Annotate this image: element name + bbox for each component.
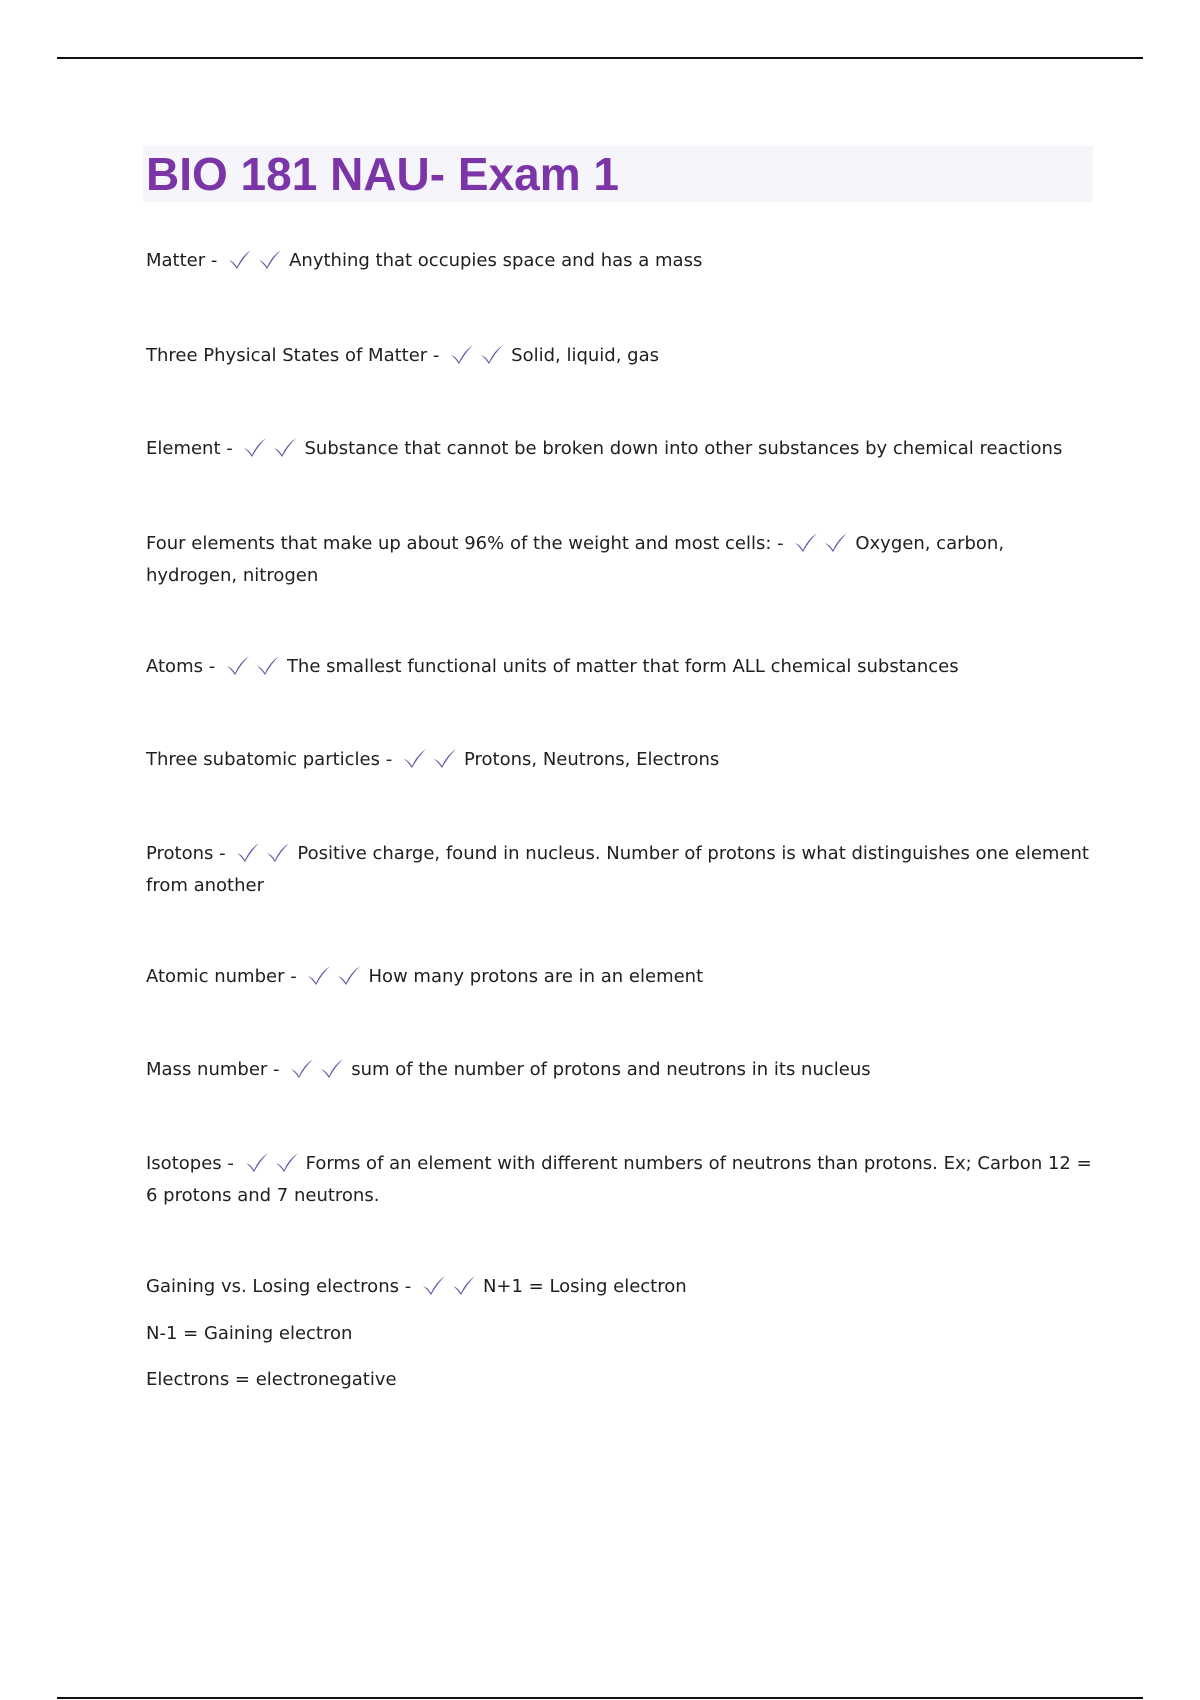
check-mark-icon [244,1151,270,1173]
flashcard-entry [146,653,1096,685]
check-mark-icon [421,1274,447,1296]
flashcard-entry [146,963,1096,995]
footer-rule [57,1697,1143,1699]
check-mark-icon [432,747,458,769]
check-mark-icon [289,1057,315,1079]
flashcard-entry [146,1273,1096,1305]
check-marks [306,964,366,995]
check-marks [227,248,287,279]
entry-separator: - [202,656,221,677]
entry-separator: - [771,533,790,554]
check-mark-icon [225,654,251,676]
flashcard-entry [146,247,1096,279]
entry-term: Three Physical States of Matter [146,345,428,366]
check-mark-icon [451,1274,477,1296]
entry-term: Protons [146,843,214,864]
entry-term: Matter [146,250,206,271]
entry-separator: - [380,749,398,770]
check-mark-icon [336,964,362,986]
entry-term: Isotopes [146,1153,222,1174]
document-title: BIO 181 NAU- Exam 1 [146,148,619,200]
flashcard-entry [146,1056,1096,1088]
entry-term: Three subatomic particles [146,749,381,770]
entry-definition: Substance that cannot be broken down into other substances by chemical reactions [304,438,1063,459]
flashcard-entry [146,840,1096,900]
check-marks [402,747,462,778]
entry-term: Mass number [146,1059,268,1080]
check-marks [421,1274,481,1305]
check-marks [235,841,295,872]
entry-term: Element [146,438,221,459]
check-mark-icon [402,747,428,769]
check-mark-icon [242,436,268,458]
flashcard-entry [146,1150,1096,1210]
entry-separator: - [398,1276,417,1297]
entry-definition: Positive charge, found in nucleus. Number of protons is what distinguishes one element from another [146,843,1089,896]
flashcard-entry [146,435,1096,467]
check-mark-icon [227,248,253,270]
entry-separator: - [220,438,239,459]
entry-definition: N+1 = Losing electron [482,1276,687,1297]
entry-definition: Solid, liquid, gas [511,345,660,366]
check-marks [225,654,285,685]
entry-definition: sum of the number of protons and neutrons in its nucleus [351,1059,871,1080]
flashcard-entry [146,746,1096,778]
check-mark-icon [823,531,849,553]
entry-separator: - [427,345,446,366]
entry-definition: Anything that occupies space and has a mass [289,250,703,271]
check-mark-icon [265,841,291,863]
check-marks [244,1151,304,1182]
entry-definition: How many protons are in an element [368,966,704,987]
check-marks [793,531,853,562]
check-mark-icon [793,531,819,553]
check-mark-icon [272,436,298,458]
extra-line: Electrons = electronegative [146,1369,397,1390]
entry-separator: - [213,843,232,864]
check-mark-icon [479,343,505,365]
check-mark-icon [257,248,283,270]
entry-definition: Protons, Neutrons, Electrons [463,749,720,770]
header-rule [57,57,1143,59]
flashcard-entry [146,342,1096,374]
check-mark-icon [319,1057,345,1079]
entry-term: Atoms [146,656,203,677]
entry-term: Atomic number [146,966,285,987]
check-marks [242,436,302,467]
check-marks [449,343,509,374]
check-mark-icon [235,841,261,863]
extra-line: N-1 = Gaining electron [146,1323,353,1344]
entry-term: Four elements that make up about 96% of the weight and most cells: [146,533,772,554]
entry-separator: - [267,1059,286,1080]
entry-definition: Oxygen, carbon, hydrogen, nitrogen [146,533,1005,586]
entry-definition: Forms of an element with different numbers of neutrons than protons. Ex; Carbon 12 = 6 protons and 7 neutrons. [146,1153,1092,1206]
flashcard-entry [146,530,1096,590]
check-mark-icon [449,343,475,365]
entry-separator: - [221,1153,240,1174]
check-marks [289,1057,349,1088]
check-mark-icon [306,964,332,986]
check-mark-icon [255,654,281,676]
entry-definition: The smallest functional units of matter that form ALL chemical substances [286,656,959,677]
check-mark-icon [274,1151,300,1173]
entry-separator: - [205,250,224,271]
entry-term: Gaining vs. Losing electrons [146,1276,399,1297]
entry-separator: - [284,966,303,987]
